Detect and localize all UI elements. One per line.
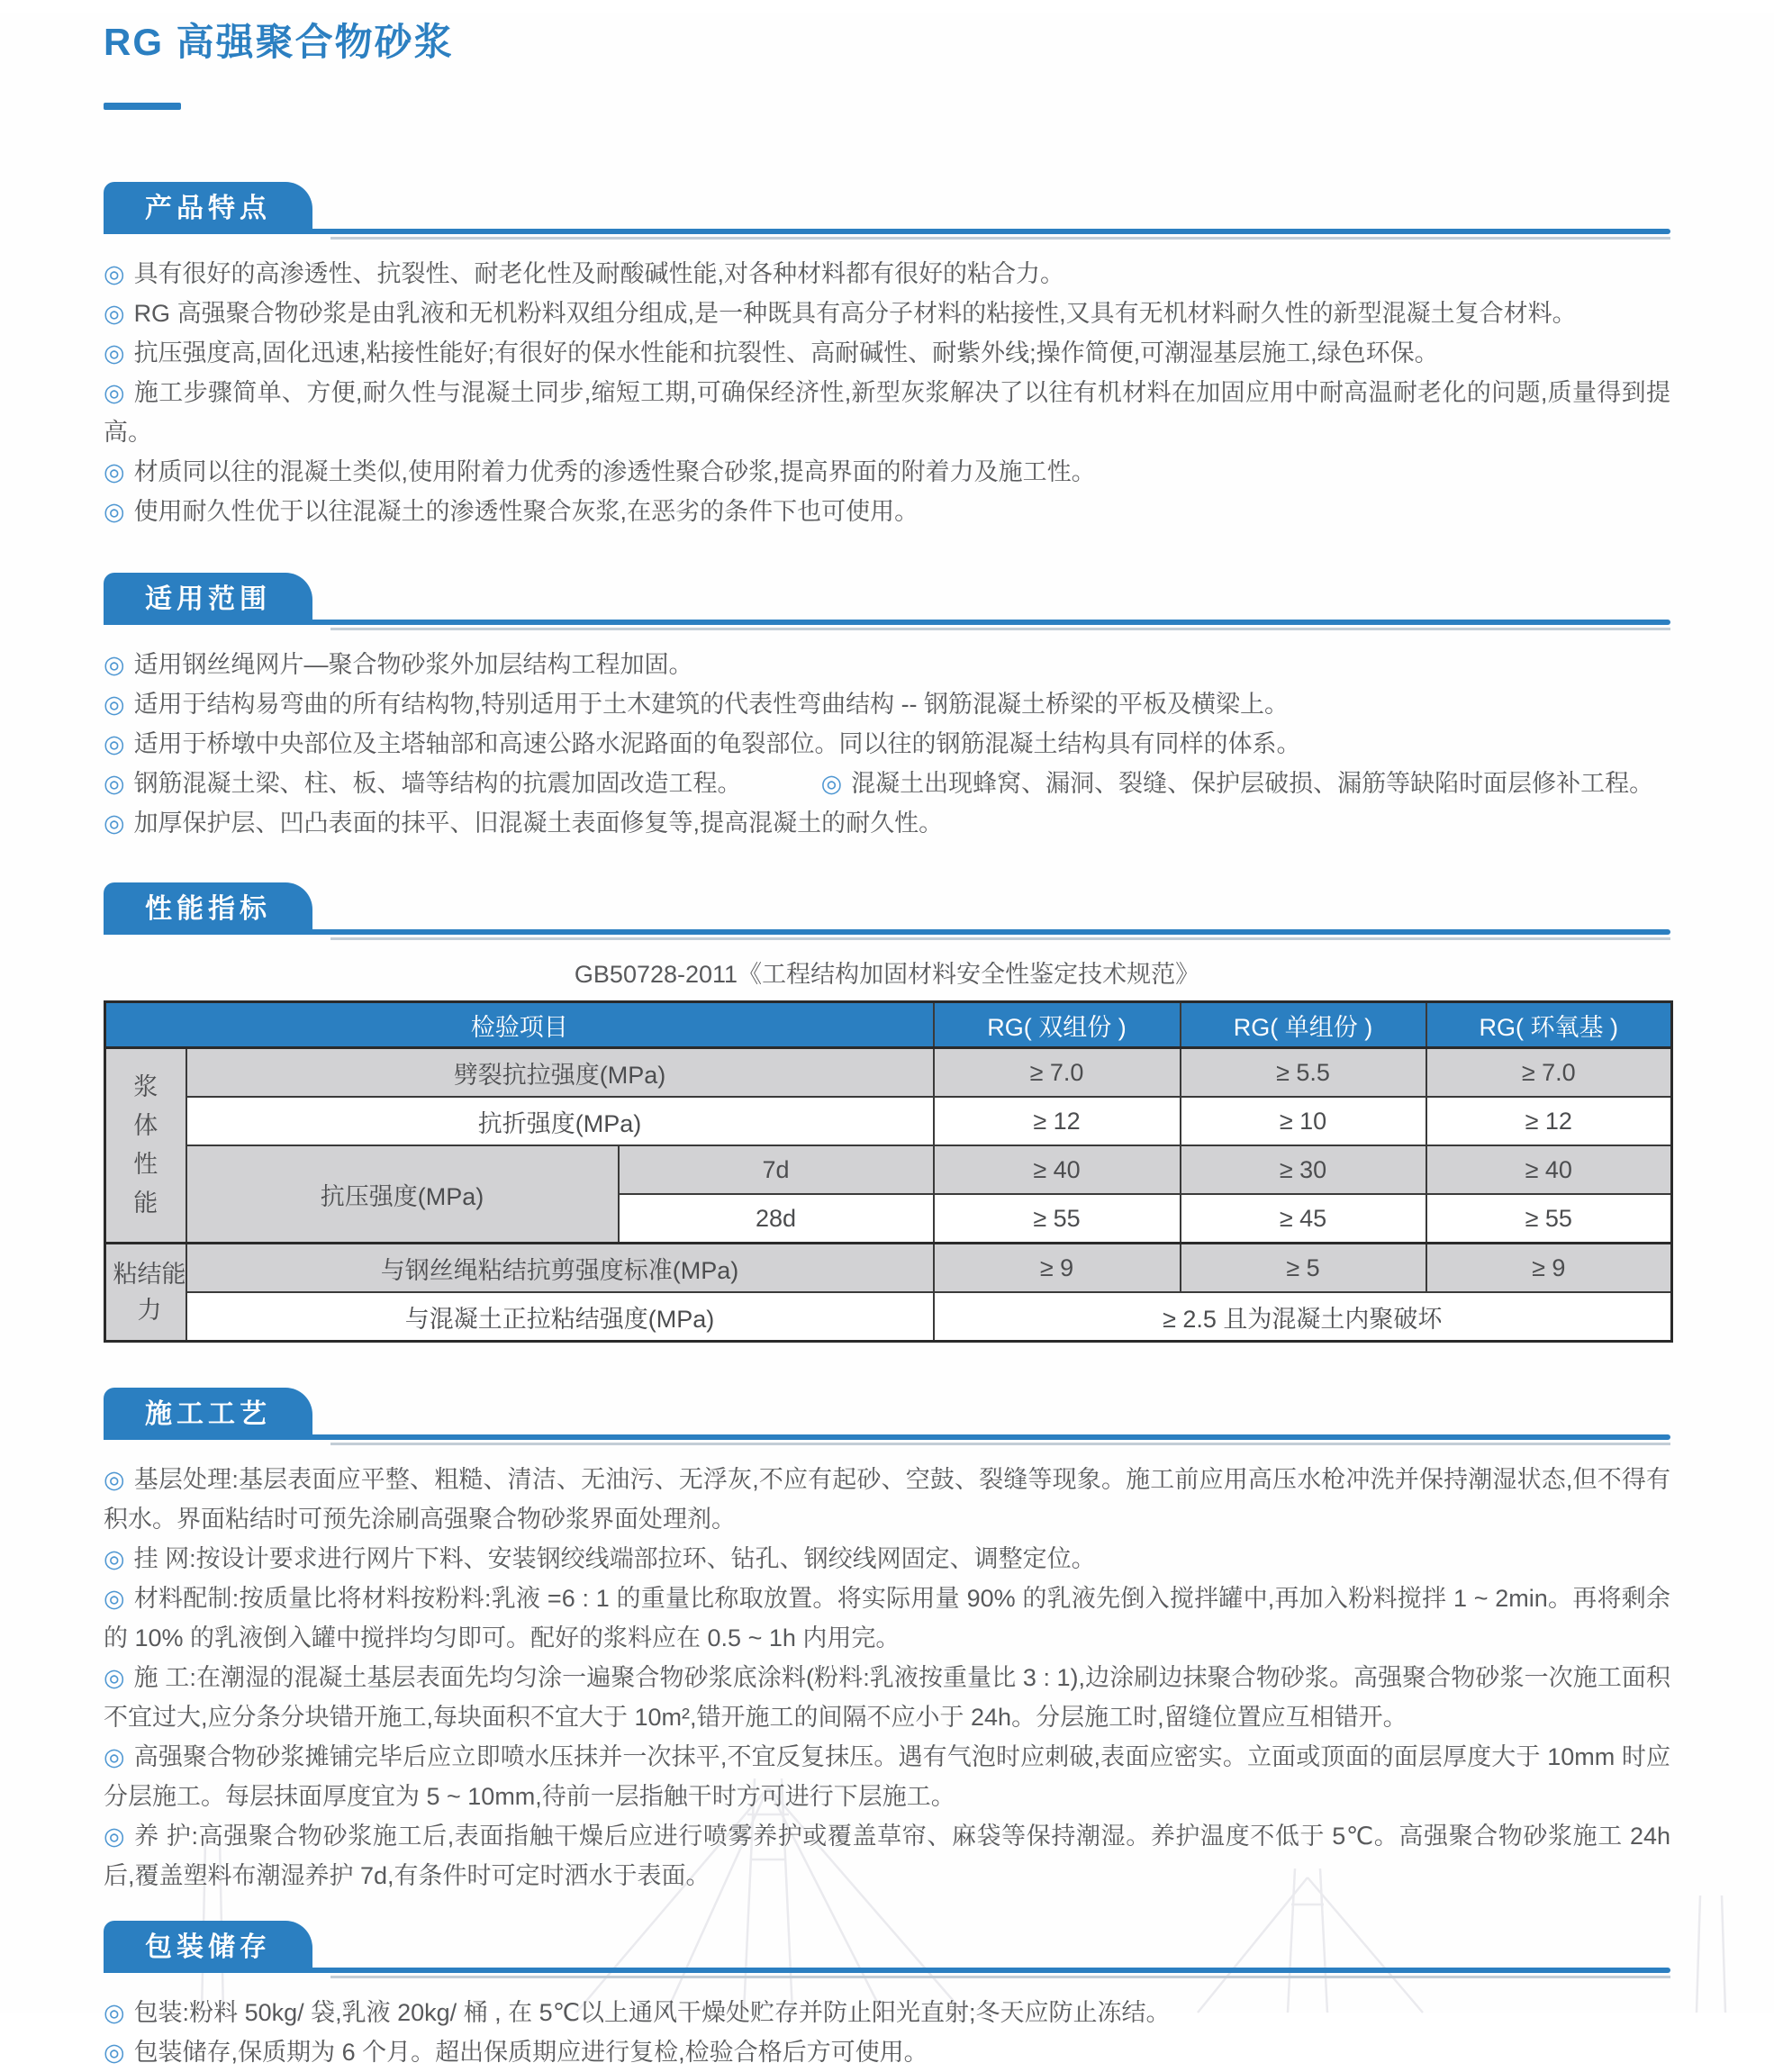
list-item [104,1539,1670,1579]
list-item [104,1737,1670,1816]
table-row-compressive-7d [105,1145,1672,1194]
section-tab [104,573,312,620]
bullet-icon: ◎ [104,730,125,757]
table-row-bond [105,1292,1672,1342]
section-tab-label: 性能指标 [145,894,271,924]
list-item [104,333,1670,373]
list-item [104,492,1670,531]
section-rule-shadow [330,237,1670,240]
row-label: 与钢丝绳粘结抗剪强度标准(MPa) [186,1244,934,1293]
section-tab [104,882,312,929]
list-item [104,1460,1670,1539]
bullet-icon: ◎ [104,1743,125,1770]
list-item-text: 施 工:在潮湿的混凝土基层表面先均匀涂一遍聚合物砂浆底涂料(粉料:乳液按重量比 3 : 1),边涂刷边抹聚合物砂浆。高强聚合物砂浆一次施工面积不宜过大,应分条分块错开施工,每块面积不宜大于 10m²,错开施工的间隔不应小于 24h。分层施工时,留缝位置应互相错开。 [104,1664,1670,1731]
page-title: RG 高强聚合物砂浆 [104,21,454,63]
table-row-flexural [105,1097,1672,1145]
document-page [0,13,1774,2066]
table-cell: ≥ 55 [1426,1194,1672,1244]
list-item [104,684,1670,724]
process-list [104,1460,1670,1896]
col-header-rg-one-part: RG( 单组份 ) [1181,1002,1426,1048]
bullet-icon: ◎ [104,1466,125,1493]
col-header-test-item: 检验项目 [105,1002,934,1048]
bullet-icon: ◎ [104,339,125,366]
list-item [104,294,1670,333]
section-tab-label: 施工工艺 [145,1399,271,1429]
list-item [104,1658,1670,1737]
table-cell: ≥ 9 [934,1244,1181,1293]
list-item-text: 挂 网:按设计要求进行网片下料、安装钢绞线端部拉环、钻孔、钢绞线网固定、调整定位。 [133,1545,1096,1572]
table-cell: ≥ 5.5 [1181,1048,1426,1098]
list-item-text: 适用钢丝绳网片—聚合物砂浆外加层结构工程加固。 [133,651,693,678]
table-cell: ≥ 55 [934,1194,1181,1244]
scope-list [104,645,1670,843]
bullet-icon: ◎ [104,300,125,327]
list-item-text: 加厚保护层、凹凸表面的抹平、旧混凝土表面修复等,提高混凝土的耐久性。 [133,810,944,837]
section-rule [104,1434,1670,1440]
section-tab [104,182,312,229]
table-cell: ≥ 12 [1426,1097,1672,1145]
section-rule [104,929,1670,935]
list-item-text: 高强聚合物砂浆摊铺完毕后应立即喷水压抹并一次抹平,不宜反复抹压。遇有气泡时应刺破,表面应密实。立面或顶面的面层厚度大于 10mm 时应分层施工。每层抹面厚度宜为 5 ~ 10mm,待前一层指触干时方可进行下层施工。 [104,1743,1670,1810]
list-item [104,452,1670,492]
section-tab-label: 包装储存 [145,1932,271,1962]
table-header-row [105,1002,1672,1048]
bullet-icon: ◎ [104,810,125,837]
list-item [104,1816,1670,1896]
section-heading-packaging [104,1921,1670,1978]
bullet-icon: ◎ [104,1545,125,1572]
table-cell: ≥ 9 [1426,1244,1672,1293]
bullet-icon: ◎ [104,260,125,287]
row-label: 与混凝土正拉粘结强度(MPa) [186,1292,934,1342]
section-rule [104,229,1670,234]
bullet-icon: ◎ [104,651,125,678]
section-tab-label: 适用范围 [145,584,271,614]
table-cell: ≥ 5 [1181,1244,1426,1293]
table-cell: ≥ 40 [934,1145,1181,1194]
table-cell: ≥ 7.0 [934,1048,1181,1098]
sub-row-label: 7d [619,1145,934,1194]
section-tab [104,1921,312,1968]
group-label-bond-capacity: 粘结能力 [105,1244,186,1342]
table-cell: ≥ 45 [1181,1194,1426,1244]
features-list [104,254,1670,531]
section-process [104,1388,1670,1896]
section-features [104,182,1670,531]
bullet-icon: ◎ [104,691,125,718]
section-rule [104,620,1670,625]
bullet-icon: ◎ [104,379,125,406]
table-cell-merged: ≥ 2.5 且为混凝土内聚破坏 [934,1292,1672,1342]
section-rule-shadow [330,1443,1670,1445]
list-item-text: 包装:粉料 50kg/ 袋,乳液 20kg/ 桶 , 在 5℃以上通风干燥处贮存并防止阳光直射;冬天应防止冻结。 [133,1999,1171,2026]
list-item-text: 基层处理:基层表面应平整、粗糙、清洁、无油污、无浮灰,不应有起砂、空鼓、裂缝等现象。施工前应用高压水枪冲洗并保持潮湿状态,但不得有积水。界面粘结时可预先涂刷高强聚合物砂浆界面处理剂。 [104,1466,1670,1533]
list-item-text: 包装储存,保质期为 6 个月。超出保质期应进行复检,检验合格后方可使用。 [133,2039,928,2066]
list-item-text: 混凝土出现蜂窝、漏洞、裂缝、保护层破损、漏筋等缺陷时面层修补工程。 [851,770,1654,797]
section-heading-features [104,182,1670,240]
table-row-split-tensile [105,1048,1672,1098]
bullet-icon: ◎ [820,770,843,797]
list-item-text: 养 护:高强聚合物砂浆施工后,表面指触干燥后应进行喷雾养护或覆盖草帘、麻袋等保持潮湿。养护温度不低于 5℃。高强聚合物砂浆施工 24h 后,覆盖塑料布潮湿养护 7d,有条件时可定时洒水于表面。 [104,1823,1670,1889]
list-item-text: 钢筋混凝土梁、柱、板、墙等结构的抗震加固改造工程。 [133,770,742,797]
performance-table [104,1000,1673,1343]
row-label: 抗折强度(MPa) [186,1097,934,1145]
table-cell: ≥ 7.0 [1426,1048,1672,1098]
bullet-icon: ◎ [104,458,125,485]
col-header-rg-two-part: RG( 双组份 ) [934,1002,1181,1048]
list-item [104,1579,1670,1658]
table-caption: GB50728-2011《工程结构加固材料安全性鉴定技术规范》 [574,961,1200,988]
section-rule-shadow [330,1976,1670,1978]
list-item-text: 具有很好的高渗透性、抗裂性、耐老化性及耐酸碱性能,对各种材料都有很好的粘合力。 [133,260,1065,287]
section-rule-shadow [330,937,1670,940]
section-tab-label: 产品特点 [145,194,271,223]
list-item-text: 使用耐久性优于以往混凝土的渗透性聚合灰浆,在恶劣的条件下也可使用。 [133,498,919,525]
title-underline [104,103,181,110]
section-scope [104,573,1670,843]
list-item-text: 抗压强度高,固化迅速,粘接性能好;有很好的保水性能和抗裂性、高耐碱性、耐紫外线;操作简便,可潮湿基层施工,绿色环保。 [133,339,1439,366]
row-label-compressive: 抗压强度(MPa) [186,1145,619,1244]
section-heading-process [104,1388,1670,1445]
list-item-text: 适用于桥墩中央部位及主塔轴部和高速公路水泥路面的龟裂部位。同以往的钢筋混凝土结构具有同样的体系。 [133,730,1301,757]
bullet-icon: ◎ [104,2039,125,2066]
packaging-list [104,1993,1670,2072]
section-tab [104,1388,312,1434]
list-item-text: 材料配制:按质量比将材料按粉料:乳液 =6 : 1 的重量比称取放置。将实际用量 90% 的乳液先倒入搅拌罐中,再加入粉料搅拌 1 ~ 2min。再将剩余的 10% 的乳液倒入罐中搅拌均匀即可。配好的浆料应在 0.5 ~ 1h 内用完。 [104,1585,1670,1651]
list-item-text: RG 高强聚合物砂浆是由乳液和无机粉料双组分组成,是一种既具有高分子材料的粘接性,又具有无机材料耐久性的新型混凝土复合材料。 [133,300,1577,327]
section-heading-scope [104,573,1670,630]
bullet-icon: ◎ [104,1823,126,1850]
row-label: 劈裂抗拉强度(MPa) [186,1048,934,1098]
list-item-double [104,764,1670,803]
list-item-text: 材质同以往的混凝土类似,使用附着力优秀的渗透性聚合砂浆,提高界面的附着力及施工性。 [133,458,1096,485]
list-item [104,2032,1670,2072]
group-label-paste-performance: 浆体性能 [105,1048,186,1244]
section-rule [104,1968,1670,1973]
list-item [104,373,1670,452]
bullet-icon: ◎ [104,498,125,525]
section-heading-performance [104,882,1670,940]
list-item [104,254,1670,294]
table-cell: ≥ 30 [1181,1145,1426,1194]
table-cell: ≥ 40 [1426,1145,1672,1194]
list-item [104,1993,1670,2032]
table-cell: ≥ 10 [1181,1097,1426,1145]
bullet-icon: ◎ [104,1585,125,1612]
section-packaging [104,1921,1670,2072]
list-item-text: 施工步骤简单、方便,耐久性与混凝土同步,缩短工期,可确保经济性,新型灰浆解决了以往有机材料在加固应用中耐高温耐老化的问题,质量得到提高。 [104,379,1671,446]
list-item [104,724,1670,764]
bullet-icon: ◎ [104,770,125,797]
table-cell: ≥ 12 [934,1097,1181,1145]
bullet-icon: ◎ [104,1999,125,2026]
list-item [104,645,1670,684]
section-rule-shadow [330,628,1670,630]
table-row-shear [105,1244,1672,1293]
col-header-rg-epoxy: RG( 环氧基 ) [1426,1002,1672,1048]
section-performance [104,882,1670,1343]
list-item [104,803,1670,843]
list-item-text: 适用于结构易弯曲的所有结构物,特别适用于土木建筑的代表性弯曲结构 -- 钢筋混凝土桥梁的平板及横梁上。 [133,691,1290,718]
sub-row-label: 28d [619,1194,934,1244]
bullet-icon: ◎ [104,1664,125,1691]
